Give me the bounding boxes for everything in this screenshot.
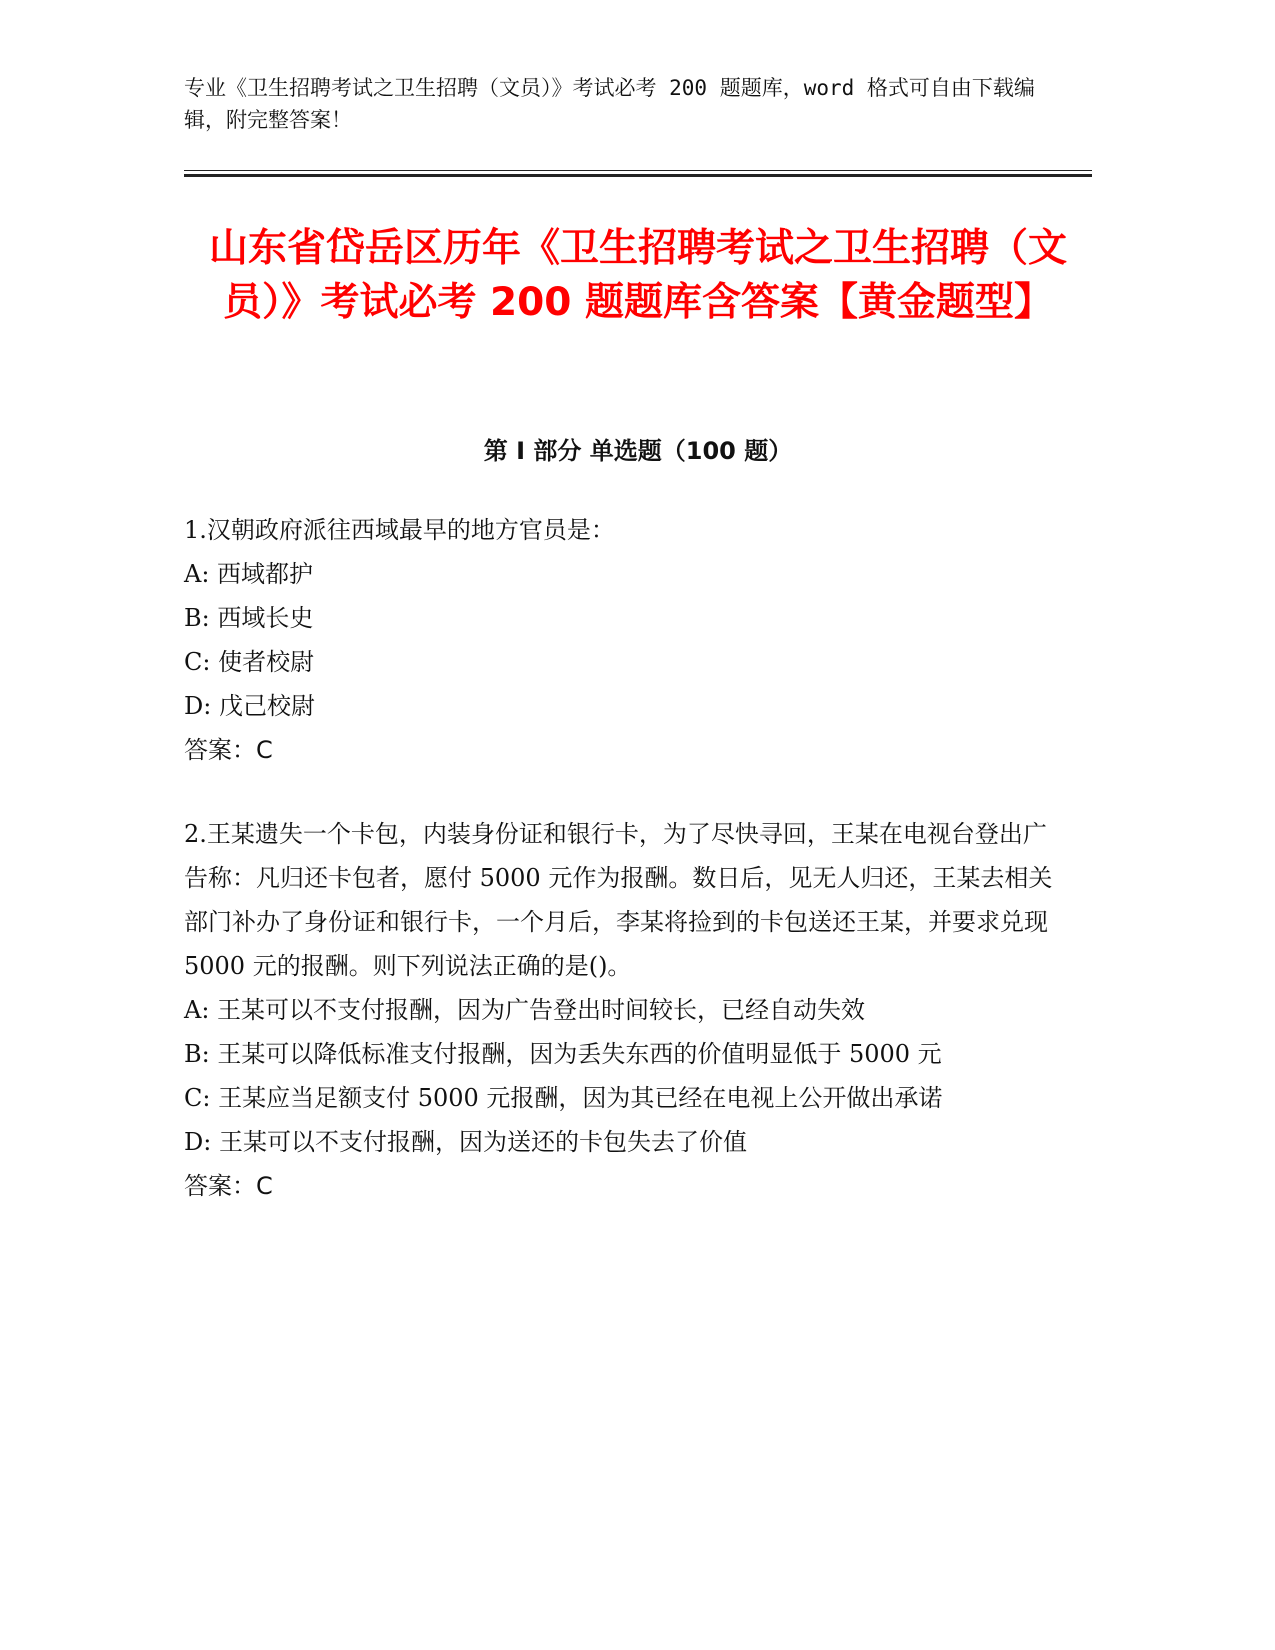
option-b: B: 西域长史 — [184, 604, 314, 632]
option-c: C: 王某应当足额支付 5000 元报酬，因为其已经在电视上公开做出承诺 — [184, 1084, 943, 1112]
header-divider-top — [184, 170, 1092, 171]
question-stem: 2.王某遗失一个卡包，内装身份证和银行卡，为了尽快寻回，王某在电视台登出广告称：凡归还卡包者，愿付 5000 元作为报酬。数日后，见无人归还，王某去相关部门补办了身份证和银行卡，一个月后，李某将捡到的卡包送还王某，并要求兑现 5000 元的报酬。则下列说法正确的是()。 — [184, 820, 1053, 980]
option-d: D: 戊己校尉 — [184, 692, 315, 720]
option-b: B: 王某可以降低标准支付报酬，因为丢失东西的价值明显低于 5000 元 — [184, 1040, 942, 1068]
section-heading: 第 I 部分 单选题（100 题） — [483, 437, 793, 465]
answer-line: 答案：C — [184, 1172, 273, 1200]
option-d: D: 王某可以不支付报酬，因为送还的卡包失去了价值 — [184, 1128, 747, 1156]
header-divider-bottom — [184, 174, 1092, 177]
answer-line: 答案：C — [184, 736, 273, 764]
option-a: A: 王某可以不支付报酬，因为广告登出时间较长，已经自动失效 — [184, 996, 866, 1024]
question-stem: 1.汉朝政府派往西域最早的地方官员是： — [184, 516, 615, 544]
option-c: C: 使者校尉 — [184, 648, 315, 676]
question-1 — [184, 508, 1054, 772]
document-title: 山东省岱岳区历年《卫生招聘考试之卫生招聘（文员）》考试必考 200 题题库含答案【黄金题型】 — [208, 226, 1067, 325]
header-note: 专业《卫生招聘考试之卫生招聘（文员）》考试必考 200 题题库，word 格式可自由下载编辑，附完整答案！ — [184, 76, 1035, 132]
question-2 — [184, 812, 1054, 1208]
option-a: A: 西域都护 — [184, 560, 314, 588]
